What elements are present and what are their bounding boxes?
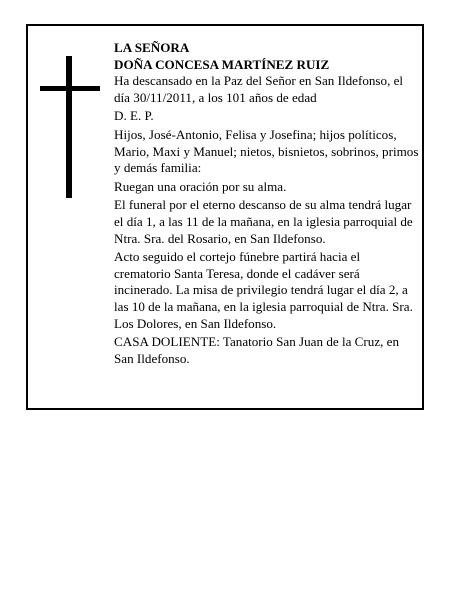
announcement-paragraph: Ha descansado en la Paz del Señor en San Ildefonso, el día 30/11/2011, a los 101 años de edad	[114, 73, 404, 105]
mourning-house-paragraph: CASA DOLIENTE: Tanatorio San Juan de la Cruz, en San Ildefonso.	[114, 334, 400, 366]
family-paragraph: Hijos, José-Antonio, Felisa y Josefina; hijos políticos, Mario, Maxi y Manuel; nietos, bisnietos, sobrinos, primos y demás familia:	[114, 126, 419, 176]
obituary-notice	[26, 24, 424, 410]
deceased-name: DOÑA CONCESA MARTÍNEZ RUIZ	[114, 56, 330, 72]
cross-vertical-bar	[66, 56, 72, 198]
notice-title: LA SEÑORA	[114, 40, 190, 55]
cross-horizontal-bar	[40, 86, 100, 91]
rip-line: D. E. P.	[114, 108, 154, 124]
funeral-paragraph: El funeral por el eterno descanso de su alma tendrá lugar el día 1, a las 11 de la mañana, en la iglesia parroquial de Ntra. Sra. del Rosario, en San Ildefonso.	[114, 197, 413, 246]
cremation-paragraph: Acto seguido el cortejo fúnebre partirá hacia el crematorio Santa Teresa, donde el cadáver será incinerado. La misa de privilegio tendrá lugar el día 2, a las 10 de la mañana, en la iglesia parroquial de Ntra. Sra. Los Dolores, en San Ildefonso.	[114, 249, 413, 331]
prayer-paragraph: Ruegan una oración por su alma.	[114, 178, 287, 194]
cross-icon	[40, 56, 100, 198]
notice-body	[114, 40, 420, 369]
